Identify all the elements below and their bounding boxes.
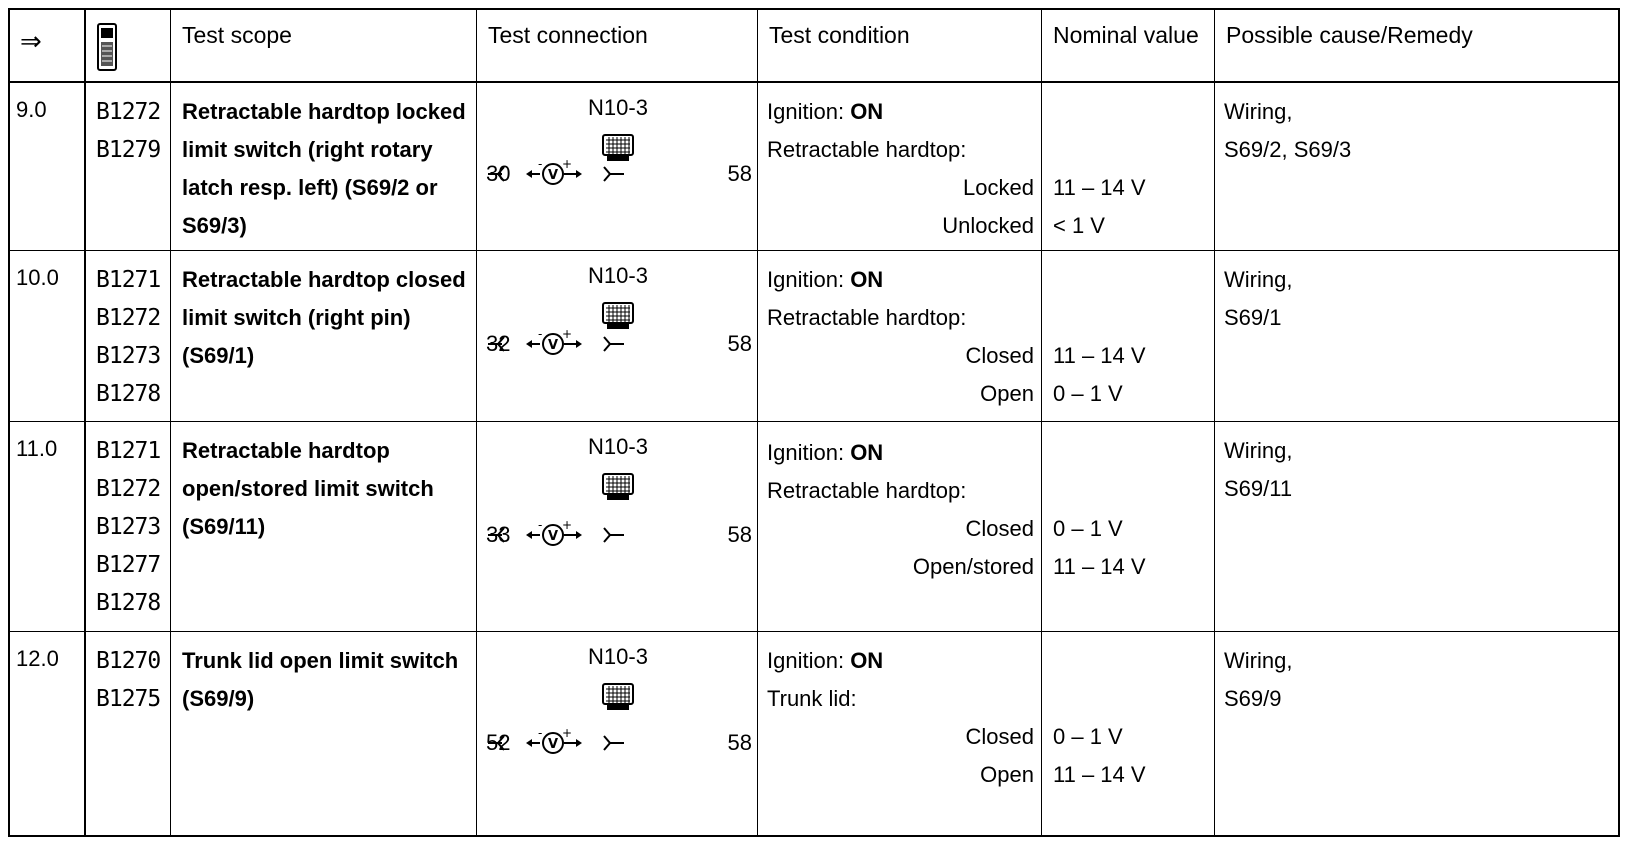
arrow-icon: ⇒	[20, 26, 42, 56]
scope-line: limit switch (right rotary	[182, 137, 433, 162]
fault-code: B1278	[96, 381, 161, 407]
test-connection	[478, 422, 758, 631]
svg-text:+: +	[562, 329, 573, 341]
table-row	[10, 422, 1618, 632]
ignition-label: Ignition:	[767, 440, 845, 465]
fault-code: B1278	[96, 590, 161, 616]
condition-state: Closed	[965, 724, 1034, 749]
test-scope	[172, 422, 477, 631]
svg-text:-: -	[538, 520, 543, 532]
ignition-value: ON	[850, 99, 884, 124]
condition-subject: Retractable hardtop:	[767, 478, 967, 503]
test-table	[8, 8, 1620, 837]
fault-code: B1279	[96, 137, 161, 163]
fault-codes	[86, 422, 170, 631]
header-test-scope: Test scope	[182, 22, 292, 48]
table-row	[10, 251, 1618, 422]
cause-line: S69/11	[1224, 476, 1293, 501]
scope-line: Retractable hardtop closed	[182, 267, 466, 292]
scope-line: (S69/11)	[182, 514, 266, 539]
svg-text:+: +	[562, 520, 573, 532]
possible-cause	[1216, 251, 1616, 421]
cause-line: Wiring,	[1224, 438, 1293, 463]
fault-code: B1277	[96, 552, 161, 578]
test-scope	[172, 632, 477, 837]
test-scope	[172, 83, 477, 250]
ignition-value: ON	[850, 648, 884, 673]
connector-icon	[601, 682, 635, 717]
test-condition	[759, 632, 1042, 837]
cause-line: Wiring,	[1224, 99, 1293, 124]
scope-line: Retractable hardtop locked	[182, 99, 466, 124]
fault-codes	[86, 83, 170, 250]
pin-left: 33	[486, 522, 511, 547]
test-condition	[759, 251, 1042, 421]
nominal-value	[1043, 83, 1215, 250]
scope-line: latch resp. left) (S69/2 or	[182, 175, 438, 200]
scope-line: (S69/9)	[182, 686, 255, 711]
scope-line: open/stored limit switch	[182, 476, 434, 501]
tester-device-icon	[86, 10, 170, 81]
pin-left: 52	[486, 730, 511, 755]
scope-line: Trunk lid open limit switch	[182, 648, 459, 673]
scope-line: Retractable hardtop	[182, 438, 390, 463]
svg-text:-: -	[538, 728, 543, 740]
test-connection	[478, 251, 758, 421]
fault-code: B1273	[96, 343, 161, 369]
nominal-value-2: 0 – 1 V	[1053, 381, 1123, 406]
scope-line: (S69/1)	[182, 343, 255, 368]
voltmeter-icon	[458, 520, 648, 555]
header-nominal-value: Nominal value	[1053, 22, 1199, 48]
connector-label: N10-3	[588, 644, 648, 669]
condition-state: Open	[980, 381, 1034, 406]
step-number: 12.0	[16, 646, 59, 671]
possible-cause	[1216, 422, 1616, 631]
nominal-value-2: 11 – 14 V	[1053, 554, 1146, 579]
possible-cause	[1216, 632, 1616, 837]
condition-state: Closed	[965, 343, 1034, 368]
cause-line: Wiring,	[1224, 267, 1293, 292]
cause-line: S69/9	[1224, 686, 1282, 711]
fault-code: B1272	[96, 99, 161, 125]
pin-right: 58	[727, 730, 752, 755]
fault-code: B1270	[96, 648, 161, 674]
fault-code: B1271	[96, 438, 161, 464]
connector-label: N10-3	[588, 263, 648, 288]
ignition-value: ON	[850, 267, 884, 292]
ignition-label: Ignition:	[767, 648, 845, 673]
voltmeter-icon	[458, 329, 648, 364]
condition-subject: Retractable hardtop:	[767, 137, 967, 162]
pin-right: 58	[727, 522, 752, 547]
table-row	[10, 83, 1618, 251]
nominal-value	[1043, 422, 1215, 631]
ignition-label: Ignition:	[767, 267, 845, 292]
condition-state: Closed	[965, 516, 1034, 541]
nominal-value-1: 11 – 14 V	[1053, 343, 1146, 368]
test-condition	[759, 83, 1042, 250]
condition-state: Open	[980, 762, 1034, 787]
voltmeter-icon	[458, 728, 648, 763]
cause-line: S69/1	[1224, 305, 1282, 330]
fault-code: B1272	[96, 476, 161, 502]
svg-text:V: V	[548, 737, 559, 752]
test-connection	[478, 83, 758, 250]
svg-text:+: +	[562, 159, 573, 171]
condition-state: Open/stored	[912, 554, 1034, 579]
svg-text:V: V	[548, 529, 559, 544]
svg-text:-: -	[538, 329, 543, 341]
pin-right: 58	[727, 161, 752, 186]
fault-code: B1275	[96, 686, 161, 712]
fault-codes	[86, 251, 170, 421]
condition-subject: Trunk lid:	[767, 686, 857, 711]
scope-line: limit switch (right pin)	[182, 305, 411, 330]
ignition-value: ON	[850, 440, 884, 465]
nominal-value	[1043, 251, 1215, 421]
cause-line: Wiring,	[1224, 648, 1293, 673]
condition-subject: Retractable hardtop:	[767, 305, 967, 330]
svg-text:+: +	[562, 728, 573, 740]
table-row	[10, 632, 1618, 837]
connector-label: N10-3	[588, 434, 648, 459]
ignition-label: Ignition:	[767, 99, 845, 124]
scope-line: S69/3)	[182, 213, 247, 238]
voltmeter-icon	[458, 159, 648, 194]
svg-text:-: -	[538, 159, 543, 171]
test-connection	[478, 632, 758, 837]
cause-line: S69/2, S69/3	[1224, 137, 1352, 162]
test-scope	[172, 251, 477, 421]
nominal-value-2: < 1 V	[1053, 213, 1105, 238]
test-condition	[759, 422, 1042, 631]
header-test-condition: Test condition	[769, 22, 910, 48]
possible-cause	[1216, 83, 1616, 250]
connector-label: N10-3	[588, 95, 648, 120]
nominal-value-1: 11 – 14 V	[1053, 175, 1146, 200]
nominal-value	[1043, 632, 1215, 837]
svg-text:V: V	[548, 168, 559, 183]
fault-code: B1272	[96, 305, 161, 331]
pin-right: 58	[727, 331, 752, 356]
header-possible-cause: Possible cause/Remedy	[1226, 22, 1473, 48]
nominal-value-1: 0 – 1 V	[1053, 724, 1123, 749]
table-header	[10, 10, 1618, 83]
step-number: 11.0	[16, 436, 58, 461]
connector-icon	[601, 472, 635, 507]
condition-state: Unlocked	[942, 213, 1034, 238]
svg-text:V: V	[548, 338, 559, 353]
condition-state: Locked	[963, 175, 1034, 200]
fault-code: B1271	[96, 267, 161, 293]
header-test-connection: Test connection	[488, 22, 648, 48]
pin-left: 32	[486, 331, 511, 356]
pin-left: 30	[486, 161, 511, 186]
nominal-value-2: 11 – 14 V	[1053, 762, 1146, 787]
step-number: 9.0	[16, 97, 47, 122]
step-number: 10.0	[16, 265, 59, 290]
fault-codes	[86, 632, 170, 837]
nominal-value-1: 0 – 1 V	[1053, 516, 1123, 541]
fault-code: B1273	[96, 514, 161, 540]
